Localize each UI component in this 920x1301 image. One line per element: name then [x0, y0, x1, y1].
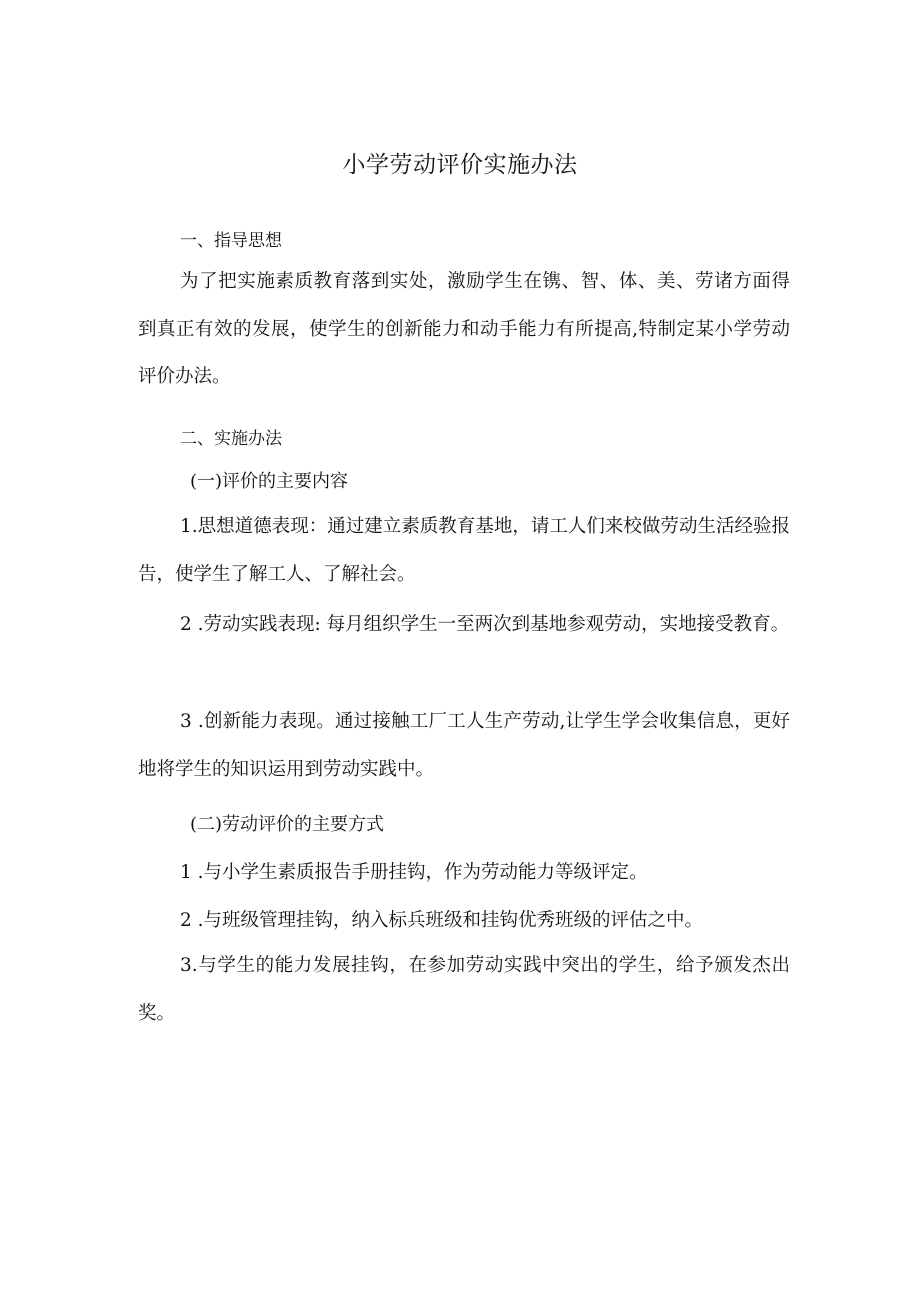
list-item-report-manual: 1 .与小学生素质报告手册挂钩，作为劳动能力等级评定。 — [180, 862, 648, 883]
list-item-class-management: 2 .与班级管理挂钩，纳入标兵班级和挂钩优秀班级的评估之中。 — [180, 910, 704, 931]
subheading-evaluation-methods: (二)劳动评价的主要方式 — [190, 814, 385, 835]
list-item-labor-practice: 2 .劳动实践表现: 每月组织学生一至两次到基地参观劳动，实地接受教育。 — [180, 614, 790, 635]
subheading-evaluation-content: (一)评价的主要内容 — [190, 471, 349, 492]
document-title: 小学劳动评价实施办法 — [342, 152, 578, 178]
list-item-moral-performance: 1.思想道德表现：通过建立素质教育基地，请工人们来校做劳动生活经验报告，使学生了解工人、了解社会。 — [138, 516, 790, 585]
section-heading-guiding-ideology: 一、指导思想 — [180, 231, 282, 251]
paragraph-guiding-ideology: 为了把实施素质教育落到实处，激励学生在镌、智、体、美、劳诸方面得到真正有效的发展，使学生的创新能力和动手能力有所提高,特制定某小学劳动评价办法。 — [138, 271, 790, 387]
list-item-ability-development: 3.与学生的能力发展挂钩，在参加劳动实践中突出的学生，给予颁发杰出奖。 — [138, 955, 790, 1024]
list-item-innovation: 3 .创新能力表现。通过接触工厂工人生产劳动,让学生学会收集信息，更好地将学生的知识运用到劳动实践中。 — [138, 711, 790, 780]
section-heading-implementation: 二、实施办法 — [180, 429, 282, 449]
